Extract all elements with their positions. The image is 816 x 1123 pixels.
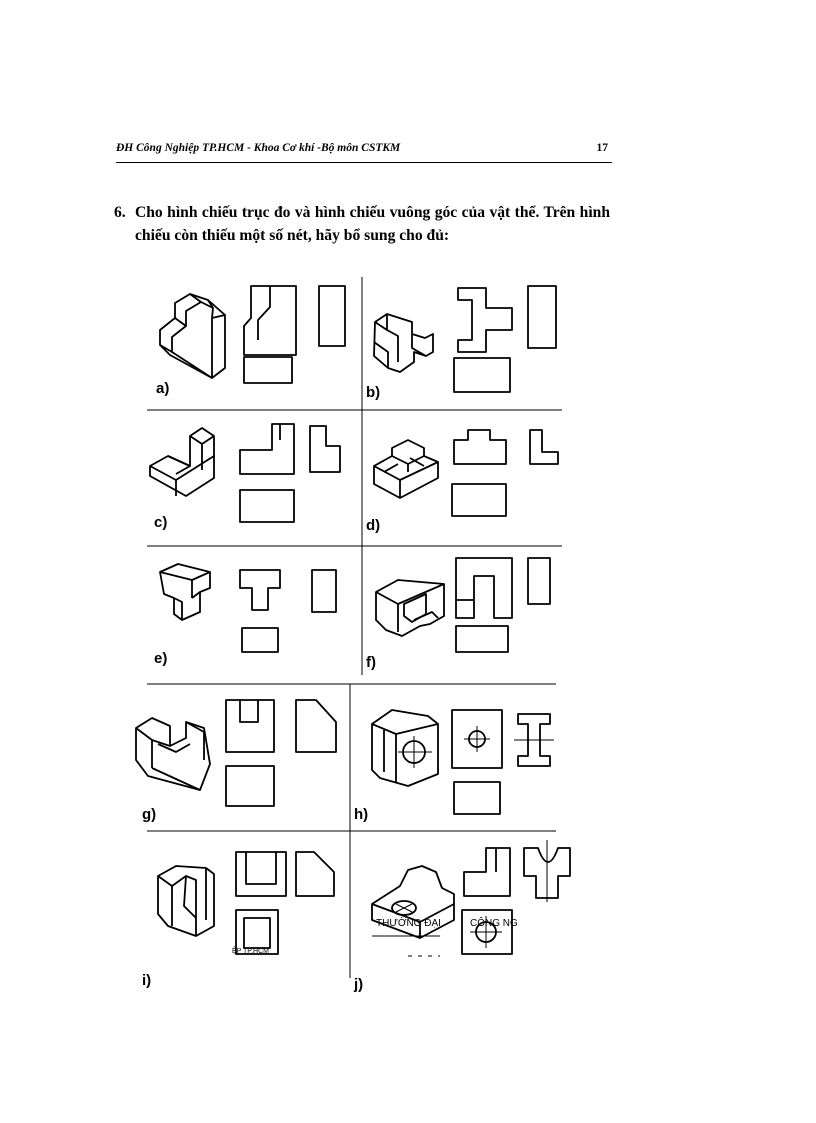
figure-i (158, 852, 334, 954)
figure-g (136, 700, 336, 806)
label-f: f) (366, 654, 376, 671)
watermark-small: ỆP TP.HCM (232, 948, 269, 955)
label-i: i) (142, 972, 152, 989)
figure-d (374, 430, 558, 516)
label-h: h) (354, 806, 369, 823)
watermark-right: CÔNG NG (470, 918, 518, 929)
figure-a (160, 286, 345, 383)
label-b: b) (366, 384, 381, 401)
page-number: 17 (596, 142, 608, 154)
label-g: g) (142, 806, 157, 823)
grid-lines (147, 277, 562, 978)
figure-e (160, 564, 336, 652)
label-c: c) (154, 514, 168, 531)
label-j: j) (354, 976, 364, 993)
figure-b (374, 286, 556, 392)
label-a: a) (156, 380, 170, 397)
exercise-text: Cho hình chiếu trục đo và hình chiếu vuông góc của vật thể. Trên hình chiếu còn thiếu một số nét, hãy bổ sung cho đủ: (135, 204, 610, 244)
figure-c (150, 424, 340, 522)
watermark-left: THƯỜNG ĐẠI (376, 918, 441, 929)
header-institution: ĐH Công Nghiệp TP.HCM - Khoa Cơ khí -Bộ môn CSTKM (116, 142, 401, 154)
figure-j (372, 840, 570, 956)
figure-h (372, 710, 554, 814)
label-e: e) (154, 650, 168, 667)
exercise-number: 6. (114, 204, 126, 221)
figure-f (376, 558, 550, 652)
label-d: d) (366, 517, 381, 534)
